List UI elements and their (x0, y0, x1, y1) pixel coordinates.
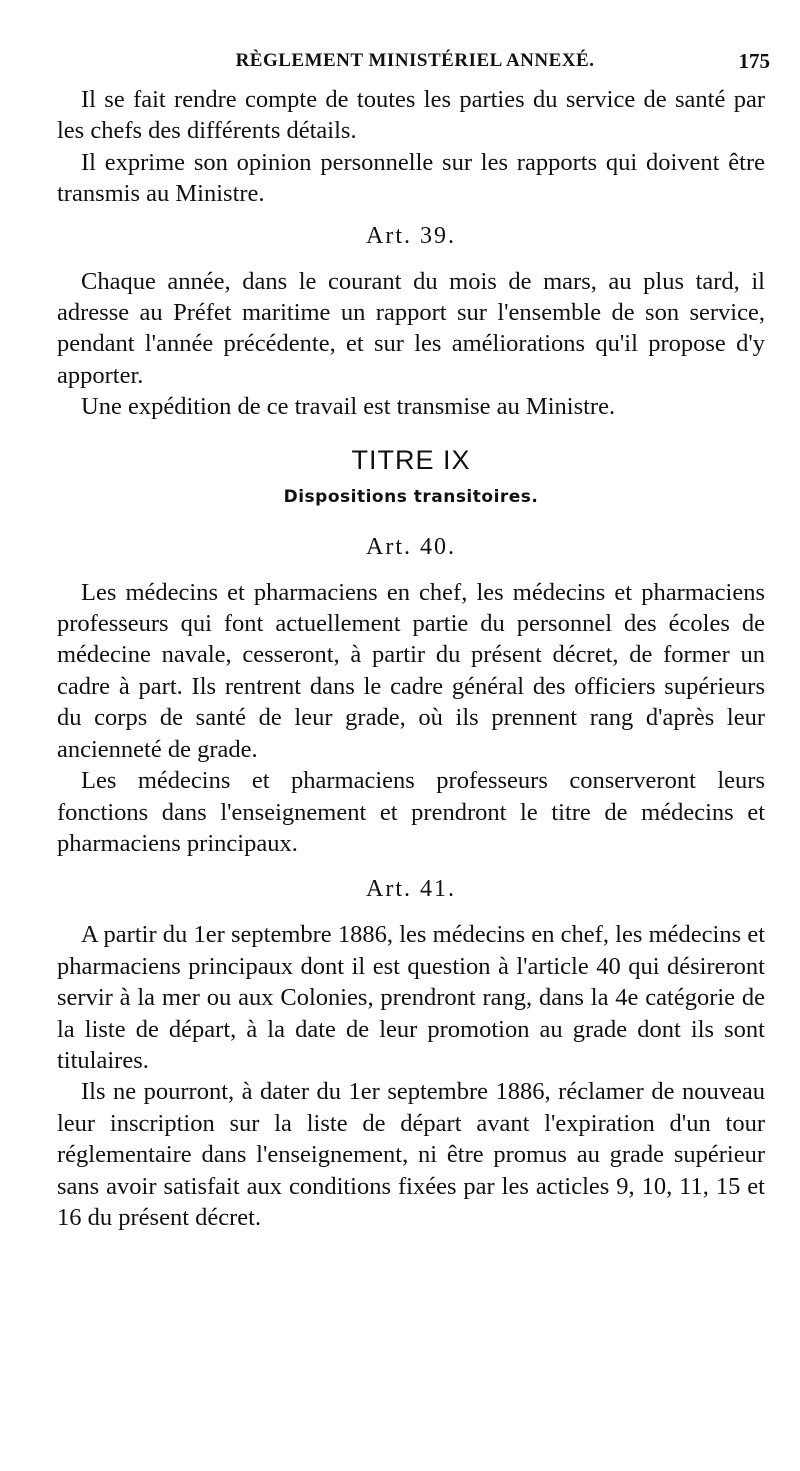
running-title: RÈGLEMENT MINISTÉRIEL ANNEXÉ. (235, 50, 595, 71)
paragraph: Ils ne pourront, à dater du 1er septembre 1886, réclamer de nouveau leur inscription sur la liste de départ avant l'expiration d'un tour réglementaire dans l'enseignement, ni être promus au grade supérieur sans avoir satisfait aux conditions fixées par les acticles 9, 10, 11, 15 et 16 du présent décret. (57, 1078, 765, 1231)
paragraph: Il se fait rendre compte de toutes les parties du service de santé par les chefs des différents détails. (57, 86, 765, 145)
titre-heading: TITRE IX (351, 444, 471, 475)
body-text (57, 84, 765, 1233)
paragraph: Les médecins et pharmaciens en chef, les médecins et pharmaciens professeurs qui font actuellement partie du personnel des écoles de médecine navale, cesseront, à partir du présent décret, de former un cadre à part. Ils rentrent dans le cadre général des officiers supérieurs du corps de santé de leur grade, où ils prennent rang d'après leur ancienneté de grade. (57, 578, 765, 763)
section-subtitle: Dispositions transitoires. (283, 486, 539, 507)
paragraph: A partir du 1er septembre 1886, les médecins en chef, les médecins et pharmaciens principaux dont il est question à l'article 40 qui désireront servir à la mer ou aux Colonies, prendront rang, dans la 4e catégorie de la liste de départ, à la date de leur promotion au grade dont ils sont titulaires. (57, 921, 765, 1074)
article-41-heading: Art. 41. (366, 876, 456, 903)
paragraph: Chaque année, dans le courant du mois de mars, au plus tard, il adresse au Préfet maritime un rapport sur l'ensemble de son service, pendant l'année précédente, et sur les améliorations qu'il propose d'y apporter. (57, 267, 765, 389)
page-number: 175 (738, 49, 770, 73)
paragraph: Une expédition de ce travail est transmise au Ministre. (81, 393, 616, 421)
article-39-heading: Art. 39. (366, 222, 456, 249)
paragraph: Les médecins et pharmaciens professeurs conserveront leurs fonctions dans l'enseignement et prendront le titre de médecins et pharmaciens principaux. (57, 767, 765, 857)
article-40-heading: Art. 40. (366, 533, 456, 560)
running-head (60, 46, 770, 76)
paragraph: Il exprime son opinion personnelle sur les rapports qui doivent être transmis au Ministre. (57, 148, 765, 208)
